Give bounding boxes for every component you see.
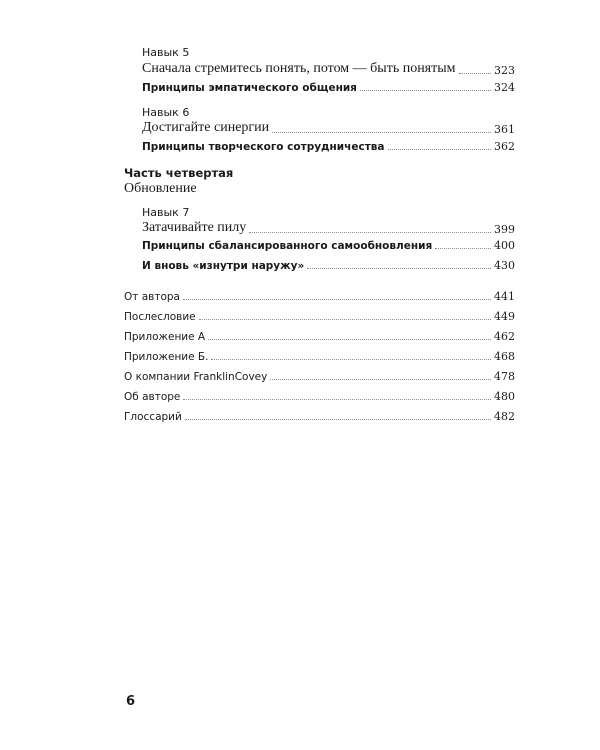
leader-dots xyxy=(249,232,491,233)
page-folio: 6 xyxy=(126,694,136,709)
toc-entry-back-matter xyxy=(124,370,515,383)
leader-dots xyxy=(183,299,491,300)
toc-entry-habit-5 xyxy=(142,61,515,77)
toc-entry-back-matter xyxy=(124,330,515,343)
entry-title: Затачивайте пилу xyxy=(142,220,247,235)
habit-5-label: Навык 5 xyxy=(142,46,190,59)
page-number: 468 xyxy=(494,350,515,363)
leader-dots xyxy=(360,90,491,91)
entry-title: И вновь «изнутри наружу» xyxy=(142,260,305,272)
entry-title: Глоссарий xyxy=(124,411,182,423)
entry-title: Принципы эмпатического общения xyxy=(142,82,357,94)
leader-dots xyxy=(459,73,491,74)
page-number: 482 xyxy=(494,410,515,423)
page-number: 400 xyxy=(494,239,515,252)
entry-title: Сначала стремитесь понять, потом — быть понятым xyxy=(142,61,456,76)
toc-entry-habit-6-principles xyxy=(142,140,515,153)
page-number: 441 xyxy=(494,290,515,303)
leader-dots xyxy=(199,319,491,320)
part-4-subtitle: Обновление xyxy=(124,181,197,196)
entry-title: Приложение А xyxy=(124,331,206,343)
page-number: 462 xyxy=(494,330,515,343)
part-4-title: Часть четвертая xyxy=(124,166,234,180)
leader-dots xyxy=(270,379,491,380)
toc-entry-habit-7 xyxy=(142,220,515,236)
toc-entry-inside-out xyxy=(142,259,515,272)
leader-dots xyxy=(435,248,491,249)
toc-entry-habit-5-principles xyxy=(142,81,515,94)
toc-entry-back-matter xyxy=(124,350,515,363)
leader-dots xyxy=(211,359,491,360)
entry-title: От автора xyxy=(124,291,180,303)
toc-entry-habit-6 xyxy=(142,120,515,136)
page-number: 480 xyxy=(494,390,515,403)
entry-title: Принципы творческого сотрудничества xyxy=(142,141,385,153)
habit-6-label: Навык 6 xyxy=(142,106,190,119)
entry-title: Об авторе xyxy=(124,391,181,403)
page-number: 449 xyxy=(494,310,515,323)
page-number: 324 xyxy=(494,81,515,94)
page-number: 399 xyxy=(494,223,515,236)
leader-dots xyxy=(183,399,491,400)
page-number: 362 xyxy=(494,140,515,153)
entry-title: Достигайте синергии xyxy=(142,120,270,135)
page-number: 361 xyxy=(494,123,515,136)
toc-entry-back-matter xyxy=(124,410,515,423)
entry-title: Принципы сбалансированного самообновления xyxy=(142,240,433,252)
habit-7-label: Навык 7 xyxy=(142,206,190,219)
toc-entry-habit-7-principles xyxy=(142,239,515,252)
toc-entry-back-matter xyxy=(124,310,515,323)
page-number: 323 xyxy=(494,64,515,77)
toc-entry-back-matter xyxy=(124,290,515,303)
page-number: 430 xyxy=(494,259,515,272)
leader-dots xyxy=(388,149,491,150)
entry-title: Приложение Б. xyxy=(124,351,209,363)
entry-title: Послесловие xyxy=(124,311,196,323)
entry-title: О компании FranklinCovey xyxy=(124,371,268,383)
leader-dots xyxy=(272,132,491,133)
page-number: 478 xyxy=(494,370,515,383)
leader-dots xyxy=(185,419,491,420)
toc-entry-back-matter xyxy=(124,390,515,403)
leader-dots xyxy=(208,339,491,340)
leader-dots xyxy=(307,268,491,269)
